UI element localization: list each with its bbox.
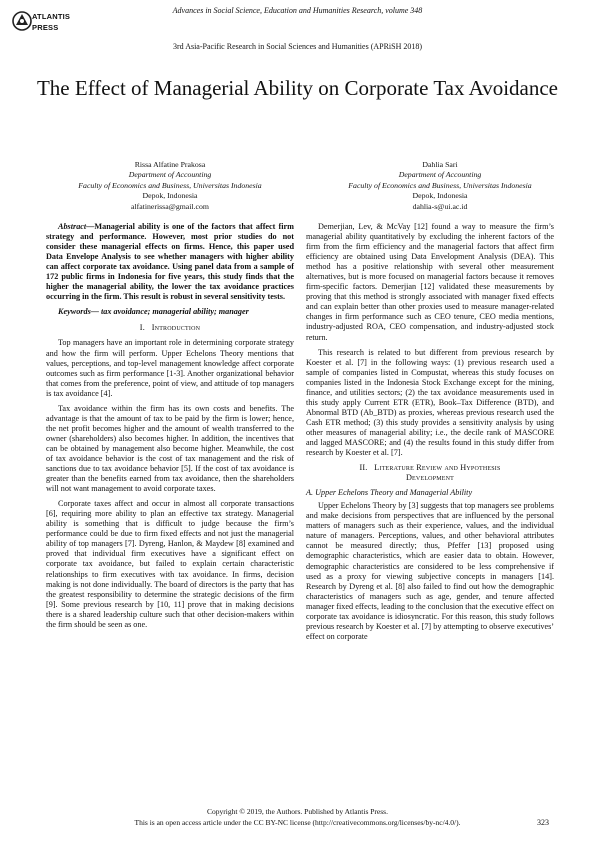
logo-line1: ATLANTIS [32, 12, 71, 21]
section-title-line2: Development [405, 473, 455, 483]
paragraph: This research is related to but different from previous research by Koester et al. [7] in the following ways: (1) previous research used a sample of companies listed in Compustat, whereas this study focuses on companies listed in the Indonesia Stock Exchange except for the mining, finance, and utilities sectors; (2) the tax avoidance measurements used in this study apply Current ETR (ETR), Book–Tax Difference (BTD), and Abnormal BTD (Ab_BTD) as proxies, whereas previous research used the Cash ETR method; (3) this study provides a sensitivity analysis by using other measures of managerial ability; i.e., the decile rank of MASCORE and lagged MASCORE; and (4) the results found in this study differ from research by Koester et al. [7]. [306, 347, 554, 458]
section-title: Introduction [151, 323, 201, 333]
paragraph: Corporate taxes affect and occur in almost all corporate transactions [6], requiring more ability to plan an effective tax strategy. Managerial ability is something that is difficult to judge because the firm’s performance could be due to firm fixed effects and not just the managerial ability of top managers [7]. Dyreng, Hanlon, & Maydew [8] examined and proved that individual firm executives have a significant effect on corporate tax avoidance, but failed to explain certain characteristic relationships to firm executives with tax avoidance. In firms, decision making is not done individually. The board of directors is the party that has the greatest responsibility to determine the strategic decisions of the firm [9]. Some previous research by [10, 11] prove that in making decisions there is a shared leadership culture such that other decision-makers within the firm should be seen as one. [46, 499, 294, 629]
footer-license: This is an open access article under the CC BY-NC license (http://creativecommons.org/licenses/by-nc/4.0/). [134, 818, 461, 827]
keywords: Keywords— tax avoidance; managerial ability; manager [58, 307, 249, 317]
author-department: Department of Accounting [398, 170, 482, 180]
author-faculty: Faculty of Economics and Business, Universitas Indonesia [78, 180, 262, 190]
paragraph: Demerjian, Lev, & McVay [12] found a way to measure the firm’s managerial ability quantitatively by excluding the inherent factors of the firm from the firm efficiency and the managerial factors that affect firm efficiency are obtained using Data Envelopment Analysis (DEA). This method has a positive relationship with several other measurement alternatives, but is more focused on managerial factors because it removes firm-specific factors. Demerjian [12] validated these measurements by proving that this method is strongly associated with manager fixed effects and can explain better than other proxies used to measure manager-related changes in firm performance such as CEO tenure, CEO media mentions, industry-adjusted ROA, CEO compensation, and industry-adjusted stock return. [306, 222, 554, 342]
subsection-heading: A. Upper Echelons Theory and Managerial Ability [306, 488, 473, 498]
author-block-2 [310, 160, 570, 212]
right-column [306, 222, 554, 647]
logo-line2: PRESS [32, 23, 59, 32]
footer-copyright: Copyright © 2019, the Authors. Published by Atlantis Press. [207, 807, 388, 816]
abstract-text: Managerial ability is one of the factors that affect firm strategy and performance. However, most prior studies do not consider these managerial effects on firms. Hence, this paper used Data Envelope Analysis to see whether managers with higher ability can affect corporate tax avoidance. Using panel data from a sample of 172 public firms in Indonesia for five years, this study finds that the higher the managerial ability, the lower the tax avoidance practices occurring in the firm. This result is robust in several sensitivity tests. [46, 222, 294, 302]
abstract-lead: Abstract— [58, 222, 95, 231]
author-name: Rissa Alfatine Prakosa [134, 160, 206, 169]
section-title-line1: Literature Review and Hypothesis [374, 463, 501, 473]
page-number: 323 [537, 818, 549, 827]
author-department: Department of Accounting [128, 170, 212, 180]
paper-title: The Effect of Managerial Ability on Corporate Tax Avoidance [36, 76, 559, 100]
author-name: Dahlia Sari [422, 160, 458, 169]
author-city: Depok, Indonesia [412, 191, 468, 201]
conference-header: 3rd Asia-Pacific Research in Social Sciences and Humanities (APRiSH 2018) [172, 42, 423, 51]
section-heading-literature-review [306, 463, 554, 483]
section-heading-introduction [46, 323, 294, 333]
series-header: Advances in Social Science, Education and Humanities Research, volume 348 [172, 6, 423, 15]
author-email: alfatinerissa@gmail.com [131, 201, 209, 211]
author-faculty: Faculty of Economics and Business, Universitas Indonesia [348, 180, 532, 190]
paragraph: Upper Echelons Theory by [3] suggests that top managers see problems and make decisions from perspectives that are influenced by the personal matters of managers such as their experience, values, and the individual nature of managers. Perceptions, values, and other behavioral attributes cannot be measured directly; thus, Pfeffer [13] proposed using demographic characteristics, which are easier data to obtain. However, demographic characteristics are considered to be less comprehensive if used as a proxy for viewing subjective concepts in managers [14]. Research by Dyreng et al. [8] also failed to find out how the demographic characteristics of managers such as age, gender, and tenure affected manager fixed effects, leading to the conclusion that the executive effect on corporate tax avoidance is idiosyncratic. For this reason, this study follows previous research by Koester et al. [7] by attempting to observe executives’ effect on corporate [306, 501, 554, 641]
author-block-1 [40, 160, 300, 212]
section-number: I. [139, 323, 145, 333]
abstract [46, 222, 294, 302]
paragraph: Tax avoidance within the firm has its own costs and benefits. The advantage is that the amount of tax to be paid by the firm is lower; hence, the net profit becomes higher and the amount of wealth transferred to the owner (shareholders) also becomes higher. In addition, the incentives that can be obtained by management also become higher. Meanwhile, the cost of tax avoidance behavior is the cost of tax management and the risk of sanctions due to tax avoidance behavior [5]. If the cost of tax avoidance is greater than the benefits earned from tax avoidance, then the shareholders will not want management to avoid corporate taxes. [46, 403, 294, 494]
author-city: Depok, Indonesia [142, 191, 198, 201]
left-column [46, 222, 294, 635]
paragraph: Top managers have an important role in determining corporate strategy and how the firm will perform. Upper Echelons Theory mentions that values, perceptions, and top-level management knowledge affect corporate outcomes such as firm performance [1-3]. Another organizational behavior that comes from the preference, point of view, and attitude of top managers is tax avoidance [4]. [46, 338, 294, 398]
section-number: II. [359, 463, 368, 473]
author-email: dahlia-s@ui.ac.id [412, 201, 468, 211]
